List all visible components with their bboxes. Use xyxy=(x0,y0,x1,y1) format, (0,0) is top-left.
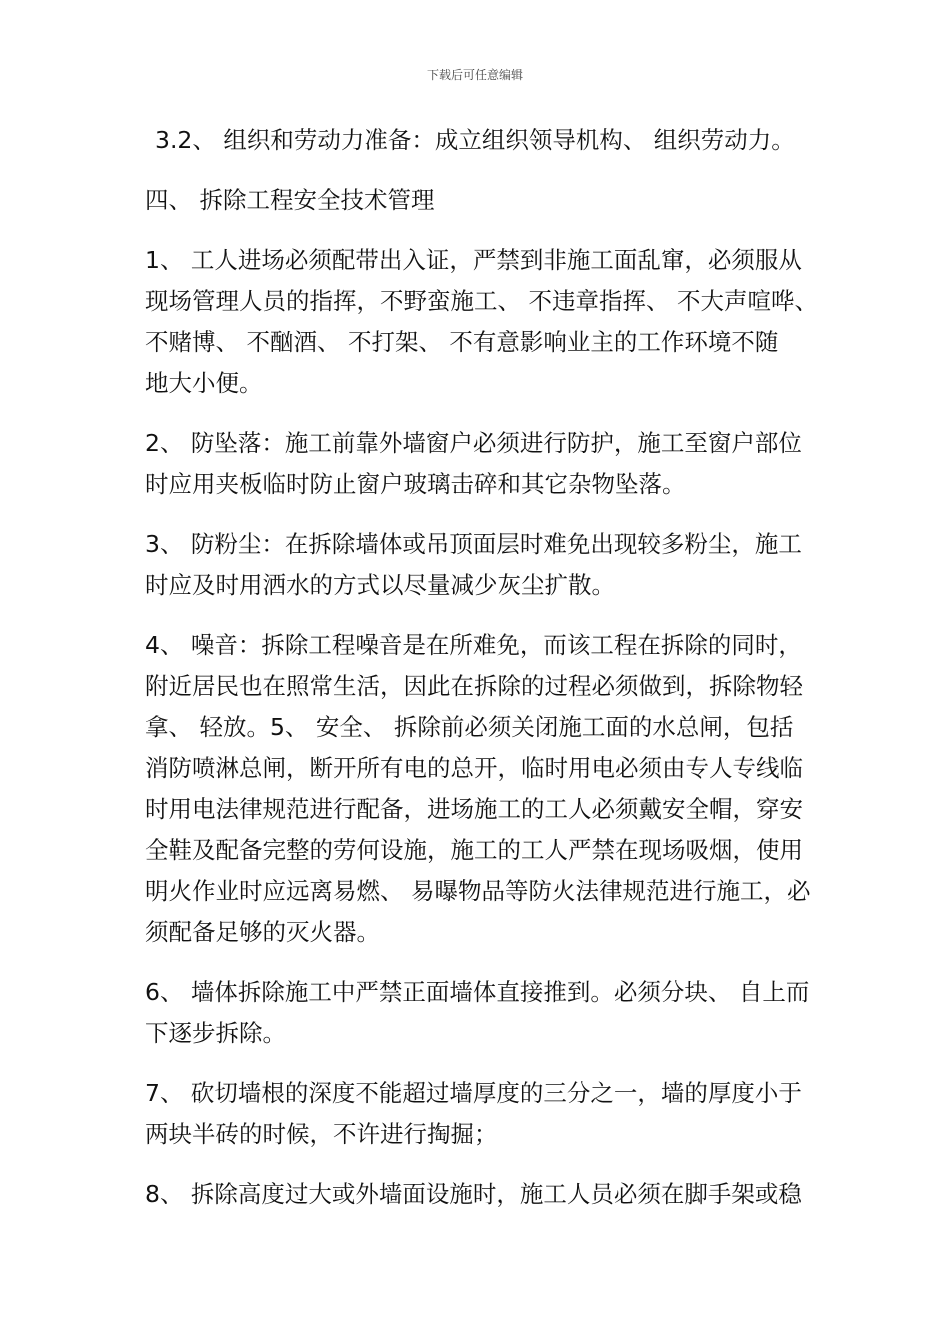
text-line: 时用电法律规范进行配备，进场施工的工人必须戴安全帽，穿安 xyxy=(145,795,803,823)
paragraph-item-4 xyxy=(145,625,825,953)
text-line: 全鞋及配备完整的劳何设施，施工的工人严禁在现场吸烟，使用 xyxy=(145,836,803,864)
text-line: 四、 拆除工程安全技术管理 xyxy=(145,186,435,214)
section-heading-4 xyxy=(145,180,825,221)
text-line: 6、 墙体拆除施工中严禁正面墙体直接推到。必须分块、 自上而 xyxy=(145,978,810,1006)
document-body xyxy=(145,120,825,1234)
paragraph-3-2 xyxy=(145,120,825,161)
paragraph-item-2 xyxy=(145,423,825,505)
text-line: 时应及时用洒水的方式以尽量减少灰尘扩散。 xyxy=(145,571,615,599)
text-line: 不赌博、 不酗酒、 不打架、 不有意影响业主的工作环境不随 xyxy=(145,328,779,356)
paragraph-item-3 xyxy=(145,524,825,606)
text-line: 明火作业时应远离易燃、 易曝物品等防火法律规范进行施工，必 xyxy=(145,877,811,905)
text-line: 7、 砍切墙根的深度不能超过墙厚度的三分之一，墙的厚度小于 xyxy=(145,1079,802,1107)
text-line: 地大小便。 xyxy=(145,369,263,397)
paragraph-item-8 xyxy=(145,1174,825,1215)
text-line: 1、 工人进场必须配带出入证，严禁到非施工面乱窜，必须服从 xyxy=(145,246,802,274)
text-line: 消防喷淋总闸，断开所有电的总开，临时用电必须由专人专线临 xyxy=(145,754,803,782)
text-line: 3、 防粉尘：在拆除墙体或吊顶面层时难免出现较多粉尘，施工 xyxy=(145,530,802,558)
text-line: 4、 噪音：拆除工程噪音是在所难免，而该工程在拆除的同时， xyxy=(145,631,802,659)
text-line: 3.2、 组织和劳动力准备：成立组织领导机构、 组织劳动力。 xyxy=(155,126,795,154)
paragraph-item-7 xyxy=(145,1073,825,1155)
text-line: 下逐步拆除。 xyxy=(145,1019,286,1047)
page-header: 下载后可任意编辑 xyxy=(426,68,523,82)
text-line: 两块半砖的时候，不许进行掏掘； xyxy=(145,1120,498,1148)
text-line: 8、 拆除高度过大或外墙面设施时，施工人员必须在脚手架或稳 xyxy=(145,1180,802,1208)
text-line: 拿、 轻放。5、 安全、 拆除前必须关闭施工面的水总闸，包括 xyxy=(145,713,794,741)
text-line: 附近居民也在照常生活，因此在拆除的过程必须做到，拆除物轻 xyxy=(145,672,803,700)
paragraph-item-6 xyxy=(145,972,825,1054)
paragraph-item-1 xyxy=(145,240,825,404)
text-line: 时应用夹板临时防止窗户玻璃击碎和其它杂物坠落。 xyxy=(145,470,686,498)
text-line: 须配备足够的灭火器。 xyxy=(145,918,380,946)
text-line: 2、 防坠落：施工前靠外墙窗户必须进行防护，施工至窗户部位 xyxy=(145,429,802,457)
text-line: 现场管理人员的指挥，不野蛮施工、 不违章指挥、 不大声喧哗、 xyxy=(145,287,818,315)
